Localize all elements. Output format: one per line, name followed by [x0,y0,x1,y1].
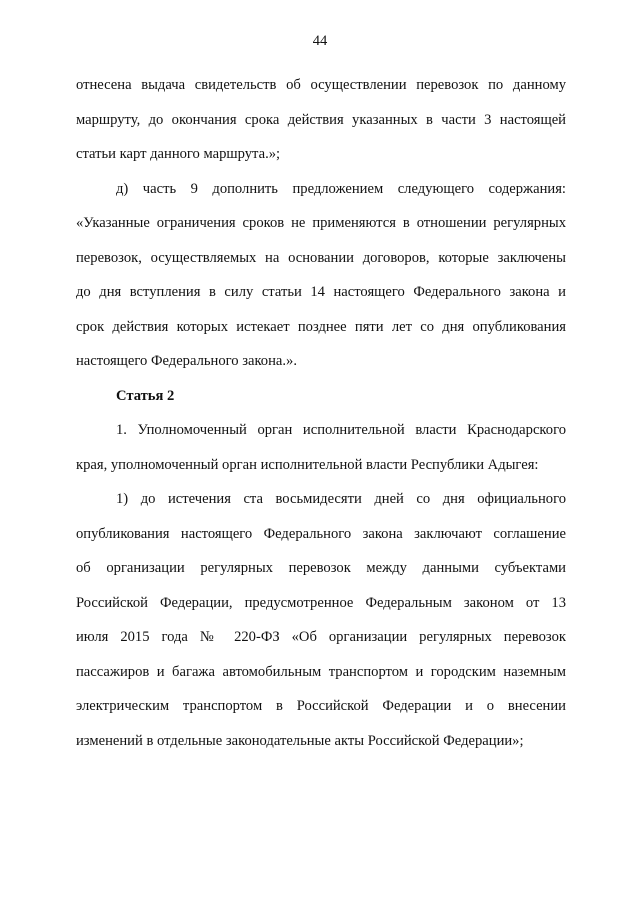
text-line: д) часть 9 дополнить предложением следующего содержания: [116,180,566,197]
text-line: пассажиров и багажа автомобильным транспортом и городским наземным [76,663,566,680]
text-line: края, уполномоченный орган исполнительной власти Республики Адыгея: [76,456,539,473]
text-line: статьи карт данного маршрута.»; [76,146,281,162]
page-number: 44 [312,33,328,49]
text-line: 1) до истечения ста восьмидесяти дней со дня официального [116,491,566,507]
text-line: «Указанные ограничения сроков не применяются в отношении регулярных [76,215,566,231]
text-line: об организации регулярных перевозок между данными субъектами [76,560,566,576]
paragraph-2 [76,172,566,379]
text-line: опубликования настоящего Федерального закона заключают соглашение [76,525,566,542]
text-line: электрическим транспортом в Российской Федерации и о внесении [76,698,566,714]
text-line: изменений в отдельные законодательные акты Российской Федерации»; [76,732,524,749]
text-line: маршруту, до окончания срока действия указанных в части 3 настоящей [76,111,566,128]
text-line: 1. Уполномоченный орган исполнительной власти Краснодарского [116,422,566,438]
text-line: отнесена выдача свидетельств об осуществлении перевозок по данному [76,77,566,93]
paragraph-1 [76,68,566,172]
paragraph-4 [76,482,566,758]
text-line: перевозок, осуществляемых на основании договоров, которые заключены [76,249,566,266]
text-line: Российской Федерации, предусмотренное Федеральным законом от 13 [76,594,566,611]
article-heading: Статья 2 [116,387,175,404]
paragraph-3 [76,413,566,482]
text-line: настоящего Федерального закона.». [76,353,297,369]
text-line: июля 2015 года № 220-ФЗ «Об организации регулярных перевозок [76,629,566,645]
text-line: до дня вступления в силу статьи 14 настоящего Федерального закона и [76,284,566,300]
document-body [76,68,566,758]
text-line: срок действия которых истекает позднее пяти лет со дня опубликования [76,318,566,335]
